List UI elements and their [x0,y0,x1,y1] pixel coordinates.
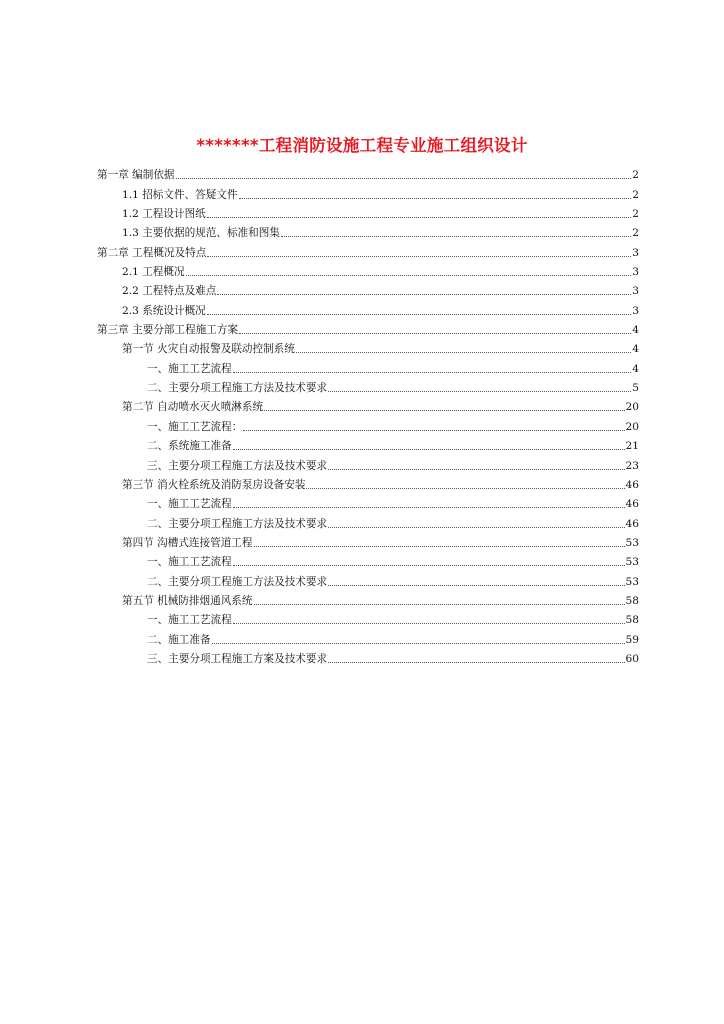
toc-entry-page-number: 46 [625,478,639,491]
toc-entry[interactable] [97,376,639,395]
toc-entry-label: 三、主要分项工程施工方法及技术要求 [147,459,328,472]
toc-entry-label: 二、施工准备 [147,633,211,646]
toc-entry-label: 第一章 编制依据 [97,169,175,182]
toc-dot-leader [233,623,625,624]
toc-entry[interactable] [97,550,639,569]
toc-entry-label: 2.1 工程概况 [122,266,185,279]
toc-entry-label: 第二章 工程概况及特点 [97,246,207,259]
toc-entry[interactable] [97,492,639,511]
toc-entry-label: 第一节 火灾自动报警及联动控制系统 [122,343,295,356]
toc-entry-page-number: 4 [632,324,639,337]
toc-entry-label: 第五节 机械防排烟通风系统 [122,594,253,607]
table-of-contents [97,163,639,666]
toc-entry-page-number: 2 [632,188,639,201]
toc-entry-label: 二、主要分项工程施工方法及技术要求 [147,382,328,395]
toc-dot-leader [233,372,632,373]
toc-dot-leader [328,662,624,663]
toc-entry-label: 一、施工工艺流程： [147,420,243,433]
toc-entry[interactable] [97,182,639,201]
toc-entry-page-number: 46 [625,517,639,530]
toc-entry[interactable] [97,434,639,453]
toc-entry-label: 二、主要分项工程施工方法及技术要求 [147,575,328,588]
toc-entry[interactable] [97,298,639,317]
toc-entry-label: 第三章 主要分部工程施工方案 [97,324,239,337]
toc-entry-page-number: 20 [625,401,639,414]
toc-entry-label: 1.3 主要依据的规范、标准和图集 [122,227,280,240]
toc-entry[interactable] [97,163,639,182]
toc-dot-leader [243,430,624,431]
toc-entry-page-number: 5 [632,382,639,395]
toc-entry[interactable] [97,627,639,646]
toc-entry-page-number: 53 [625,556,639,569]
toc-entry-page-number: 53 [625,536,639,549]
toc-dot-leader [281,236,631,237]
toc-entry-page-number: 59 [625,633,639,646]
toc-dot-leader [254,604,625,605]
toc-entry-page-number: 3 [632,246,639,259]
toc-entry[interactable] [97,395,639,414]
toc-dot-leader [207,256,631,257]
toc-entry-label: 第二节 自动喷水灭火喷淋系统 [122,401,264,414]
toc-entry-page-number: 53 [625,575,639,588]
toc-entry-label: 一、施工工艺流程 [147,498,232,511]
toc-entry-label: 2.2 工程特点及难点 [122,285,217,298]
toc-dot-leader [207,217,631,218]
toc-entry[interactable] [97,202,639,221]
toc-entry[interactable] [97,337,639,356]
toc-entry[interactable] [97,569,639,588]
toc-entry[interactable] [97,279,639,298]
toc-entry[interactable] [97,240,639,259]
toc-entry[interactable] [97,414,639,433]
toc-entry-page-number: 3 [632,285,639,298]
toc-entry-page-number: 2 [632,208,639,221]
toc-entry-label: 二、主要分项工程施工方法及技术要求 [147,517,328,530]
toc-entry-label: 一、施工工艺流程 [147,362,232,375]
toc-dot-leader [186,275,632,276]
toc-dot-leader [233,449,625,450]
toc-entry[interactable] [97,356,639,375]
toc-entry[interactable] [97,221,639,240]
toc-dot-leader [207,314,631,315]
toc-entry[interactable] [97,531,639,550]
toc-dot-leader [239,198,632,199]
toc-entry-page-number: 23 [625,459,639,472]
toc-dot-leader [296,352,631,353]
toc-entry-page-number: 2 [632,227,639,240]
toc-entry-page-number: 21 [625,440,639,453]
toc-entry[interactable] [97,608,639,627]
toc-entry-page-number: 3 [632,266,639,279]
toc-entry-page-number: 4 [632,343,639,356]
toc-dot-leader [212,643,625,644]
toc-entry-page-number: 3 [632,304,639,317]
toc-dot-leader [239,333,631,334]
toc-entry-label: 2.3 系统设计概况 [122,304,206,317]
toc-entry-label: 1.2 工程设计图纸 [122,208,206,221]
toc-dot-leader [328,527,624,528]
document-title: *******工程消防设施工程专业施工组织设计 [196,136,528,155]
toc-entry-page-number: 60 [625,652,639,665]
toc-entry-page-number: 20 [625,420,639,433]
toc-dot-leader [233,507,625,508]
toc-dot-leader [254,546,625,547]
toc-entry-label: 一、施工工艺流程 [147,614,232,627]
toc-dot-leader [328,391,631,392]
toc-entry-page-number: 4 [632,362,639,375]
toc-entry-label: 1.1 招标文件、答疑文件 [122,188,238,201]
toc-entry[interactable] [97,318,639,337]
toc-dot-leader [328,585,624,586]
toc-entry[interactable] [97,589,639,608]
toc-entry-label: 第四节 沟槽式连接管道工程 [122,536,253,549]
toc-entry-label: 第三节 消火栓系统及消防泵房设备安装 [122,478,306,491]
toc-entry[interactable] [97,453,639,472]
toc-entry-label: 三、主要分项工程施工方案及技术要求 [147,652,328,665]
toc-entry-page-number: 58 [625,614,639,627]
toc-entry-label: 一、施工工艺流程 [147,556,232,569]
toc-dot-leader [217,294,631,295]
toc-dot-leader [233,565,625,566]
toc-entry-page-number: 2 [632,169,639,182]
toc-entry[interactable] [97,647,639,666]
toc-dot-leader [328,469,624,470]
toc-entry-label: 二、系统施工准备 [147,440,232,453]
toc-dot-leader [264,410,624,411]
toc-entry-page-number: 58 [625,594,639,607]
toc-dot-leader [306,488,624,489]
toc-entry[interactable] [97,260,639,279]
toc-entry-page-number: 46 [625,498,639,511]
toc-entry[interactable] [97,473,639,492]
toc-entry[interactable] [97,511,639,530]
toc-dot-leader [176,178,632,179]
